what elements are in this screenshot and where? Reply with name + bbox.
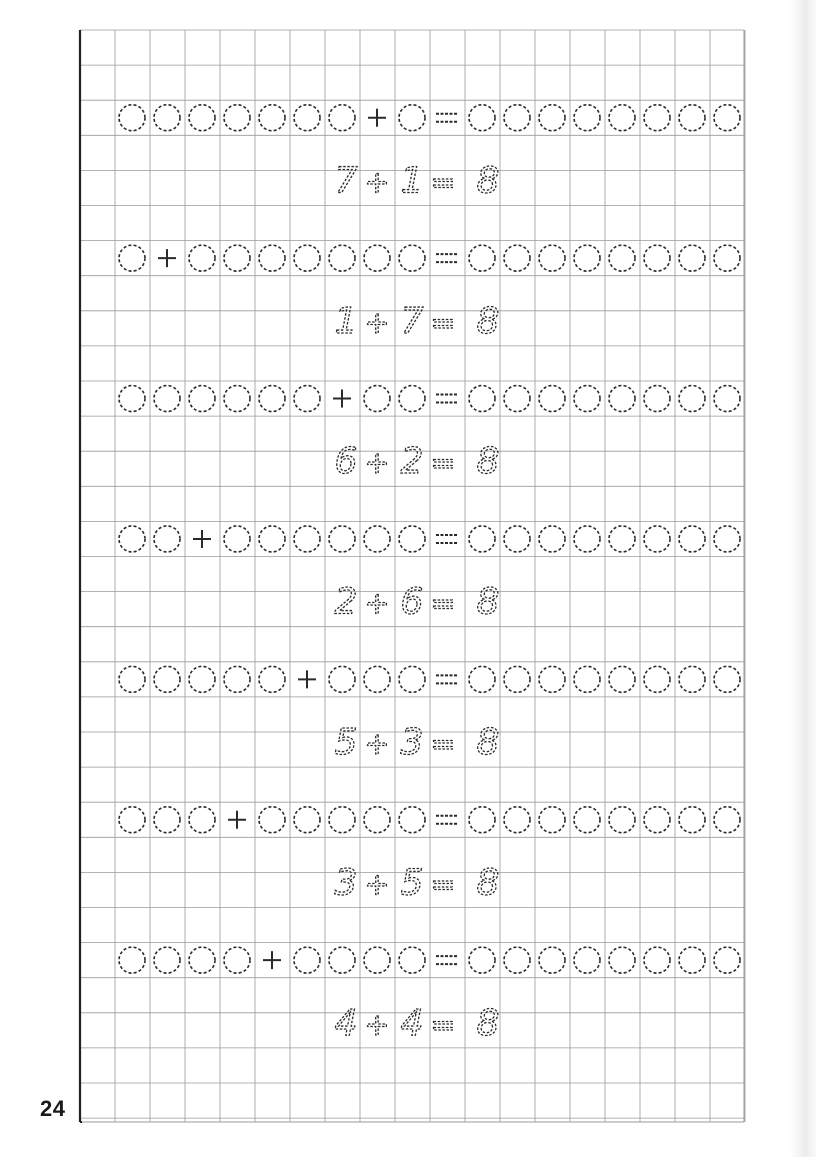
equation-plus-sign: + <box>364 727 390 762</box>
dotted-counting-circle <box>154 526 180 552</box>
equation-sum: 8 <box>476 441 500 483</box>
dotted-counting-circle <box>644 105 670 131</box>
circle-row-plus-sign <box>158 249 176 267</box>
equation-addend-2: 4 <box>400 1002 424 1044</box>
dotted-counting-circle <box>259 245 285 271</box>
dotted-counting-circle <box>644 386 670 412</box>
equation-addend-1: 5 <box>334 722 358 763</box>
numeric-equation <box>335 722 500 763</box>
dotted-counting-circle <box>224 947 250 973</box>
dotted-counting-circle <box>329 245 355 271</box>
dotted-counting-circle <box>644 526 670 552</box>
dotted-counting-circle <box>119 526 145 552</box>
dotted-counting-circle <box>539 245 565 271</box>
dotted-counting-circle <box>539 807 565 833</box>
dotted-counting-circle <box>259 807 285 833</box>
dotted-counting-circle <box>399 386 425 412</box>
dotted-counting-circle <box>154 386 180 412</box>
dotted-counting-circle <box>679 947 705 973</box>
dotted-counting-circle <box>469 245 495 271</box>
circle-row-plus-sign <box>263 951 281 969</box>
dotted-counting-circle <box>294 105 320 131</box>
dotted-counting-circle <box>469 807 495 833</box>
dotted-counting-circle <box>364 526 390 552</box>
equation-addend-1: 7 <box>334 160 358 202</box>
equation-plus-sign: + <box>364 446 390 482</box>
equation-equals-sign: = <box>430 586 456 622</box>
dotted-counting-circle <box>154 666 180 692</box>
dotted-counting-circle <box>539 526 565 552</box>
equation-equals-sign: = <box>430 727 456 762</box>
circle-row-plus-sign <box>193 530 211 548</box>
page-edge-shadow <box>790 0 816 1157</box>
equation-plus-sign: + <box>364 867 390 903</box>
equation-equals-sign: = <box>430 1007 456 1043</box>
dotted-counting-circle <box>119 807 145 833</box>
equation-plus-sign: + <box>364 586 390 622</box>
dotted-counting-circle <box>469 947 495 973</box>
dotted-counting-circle <box>154 807 180 833</box>
dotted-counting-circle <box>679 105 705 131</box>
equation-addend-1: 4 <box>334 1002 358 1044</box>
dotted-counting-circle <box>399 666 425 692</box>
dotted-counting-circle <box>189 105 215 131</box>
equation-equals-sign: = <box>430 165 456 201</box>
dotted-counting-circle <box>364 947 390 973</box>
dotted-counting-circle <box>714 666 740 692</box>
dotted-counting-circle <box>189 807 215 833</box>
dotted-counting-circle <box>189 245 215 271</box>
dotted-counting-circle <box>469 526 495 552</box>
dotted-counting-circle <box>609 807 635 833</box>
numeric-equation <box>335 582 500 623</box>
dotted-counting-circle <box>399 526 425 552</box>
dotted-counting-circle <box>609 105 635 131</box>
dotted-counting-circle <box>294 245 320 271</box>
equation-plus-sign: + <box>364 1007 390 1043</box>
dotted-counting-circle <box>294 526 320 552</box>
dotted-counting-circle <box>329 105 355 131</box>
dotted-counting-circle <box>399 105 425 131</box>
dotted-counting-circle <box>504 386 530 412</box>
dotted-counting-circle <box>224 245 250 271</box>
dotted-counting-circle <box>119 947 145 973</box>
dotted-counting-circle <box>644 245 670 271</box>
equals-sign <box>436 956 458 964</box>
numeric-equation <box>335 160 500 201</box>
dotted-counting-circle <box>189 386 215 412</box>
equation-addend-2: 1 <box>400 160 424 202</box>
dotted-counting-circle <box>679 807 705 833</box>
dotted-counting-circle <box>259 666 285 692</box>
dotted-counting-circle <box>504 947 530 973</box>
dotted-counting-circle <box>609 245 635 271</box>
dotted-counting-circle <box>399 947 425 973</box>
dotted-counting-circle <box>469 386 495 412</box>
dotted-counting-circle <box>574 526 600 552</box>
dotted-counting-circle <box>329 526 355 552</box>
circle-equation-row <box>119 105 740 131</box>
equation-addend-2: 6 <box>400 581 424 623</box>
dotted-counting-circle <box>679 386 705 412</box>
equation-sum: 8 <box>476 722 500 763</box>
dotted-counting-circle <box>119 245 145 271</box>
dotted-counting-circle <box>399 245 425 271</box>
dotted-counting-circle <box>714 245 740 271</box>
dotted-counting-circle <box>644 666 670 692</box>
dotted-counting-circle <box>714 526 740 552</box>
page-number: 24 <box>40 1096 66 1121</box>
dotted-counting-circle <box>714 947 740 973</box>
dotted-counting-circle <box>574 947 600 973</box>
dotted-counting-circle <box>609 947 635 973</box>
dotted-counting-circle <box>119 666 145 692</box>
equation-plus-sign: + <box>364 165 390 201</box>
dotted-counting-circle <box>574 386 600 412</box>
equation-addend-1: 1 <box>334 300 358 342</box>
dotted-counting-circle <box>469 105 495 131</box>
dotted-counting-circle <box>119 105 145 131</box>
equation-addend-1: 6 <box>334 441 358 483</box>
dotted-counting-circle <box>644 947 670 973</box>
equals-sign <box>436 395 458 403</box>
equation-addend-2: 2 <box>400 441 424 483</box>
equation-addend-2: 3 <box>400 722 424 763</box>
numeric-equation <box>335 862 500 903</box>
dotted-counting-circle <box>504 245 530 271</box>
dotted-counting-circle <box>574 105 600 131</box>
dotted-counting-circle <box>679 666 705 692</box>
dotted-counting-circle <box>469 666 495 692</box>
dotted-counting-circle <box>714 807 740 833</box>
dotted-counting-circle <box>364 807 390 833</box>
equation-equals-sign: = <box>430 446 456 482</box>
dotted-counting-circle <box>259 526 285 552</box>
dotted-counting-circle <box>399 807 425 833</box>
circle-row-plus-sign <box>368 109 386 127</box>
dotted-counting-circle <box>644 807 670 833</box>
dotted-counting-circle <box>504 105 530 131</box>
numeric-equation <box>335 441 500 482</box>
circle-equation-row <box>119 245 740 271</box>
dotted-counting-circle <box>539 386 565 412</box>
circle-equation-row <box>119 386 740 412</box>
dotted-counting-circle <box>294 386 320 412</box>
equation-sum: 8 <box>476 862 500 904</box>
dotted-counting-circle <box>574 245 600 271</box>
dotted-counting-circle <box>189 947 215 973</box>
dotted-counting-circle <box>364 386 390 412</box>
dotted-counting-circle <box>679 245 705 271</box>
dotted-counting-circle <box>539 666 565 692</box>
dotted-counting-circle <box>609 386 635 412</box>
equation-addend-2: 5 <box>400 862 424 904</box>
dotted-counting-circle <box>329 666 355 692</box>
dotted-counting-circle <box>224 386 250 412</box>
equation-addend-2: 7 <box>400 300 424 342</box>
numeric-equation <box>335 1003 500 1044</box>
dotted-counting-circle <box>714 386 740 412</box>
equation-addend-1: 2 <box>334 581 358 623</box>
exercise-rows <box>119 105 740 1044</box>
circle-equation-row <box>119 666 740 692</box>
equals-sign <box>436 675 458 683</box>
equals-sign <box>436 535 458 543</box>
equation-sum: 8 <box>476 1002 500 1044</box>
equation-sum: 8 <box>476 581 500 623</box>
equation-sum: 8 <box>476 300 500 342</box>
dotted-counting-circle <box>329 807 355 833</box>
dotted-counting-circle <box>679 526 705 552</box>
dotted-counting-circle <box>609 526 635 552</box>
dotted-counting-circle <box>294 807 320 833</box>
dotted-counting-circle <box>504 526 530 552</box>
numeric-equation <box>335 301 500 342</box>
dotted-counting-circle <box>364 245 390 271</box>
dotted-counting-circle <box>259 105 285 131</box>
dotted-counting-circle <box>259 386 285 412</box>
equals-sign <box>436 816 458 824</box>
circle-equation-row <box>119 526 740 552</box>
dotted-counting-circle <box>224 666 250 692</box>
dotted-counting-circle <box>154 947 180 973</box>
equation-sum: 8 <box>476 160 500 202</box>
equals-sign <box>436 114 458 122</box>
equals-sign <box>436 254 458 262</box>
equation-equals-sign: = <box>430 867 456 903</box>
dotted-counting-circle <box>574 807 600 833</box>
circle-equation-row <box>119 947 740 973</box>
circle-row-plus-sign <box>333 390 351 408</box>
dotted-counting-circle <box>224 526 250 552</box>
dotted-counting-circle <box>154 105 180 131</box>
dotted-counting-circle <box>189 666 215 692</box>
equation-equals-sign: = <box>430 305 456 341</box>
dotted-counting-circle <box>539 105 565 131</box>
circle-row-plus-sign <box>298 670 316 688</box>
dotted-counting-circle <box>329 947 355 973</box>
dotted-counting-circle <box>364 666 390 692</box>
dotted-counting-circle <box>224 105 250 131</box>
dotted-counting-circle <box>119 386 145 412</box>
equation-addend-1: 3 <box>334 862 358 904</box>
circle-equation-row <box>119 807 740 833</box>
dotted-counting-circle <box>294 947 320 973</box>
dotted-counting-circle <box>539 947 565 973</box>
dotted-counting-circle <box>574 666 600 692</box>
circle-row-plus-sign <box>228 811 246 829</box>
dotted-counting-circle <box>504 666 530 692</box>
dotted-counting-circle <box>714 105 740 131</box>
dotted-counting-circle <box>609 666 635 692</box>
equation-plus-sign: + <box>364 305 390 341</box>
dotted-counting-circle <box>504 807 530 833</box>
